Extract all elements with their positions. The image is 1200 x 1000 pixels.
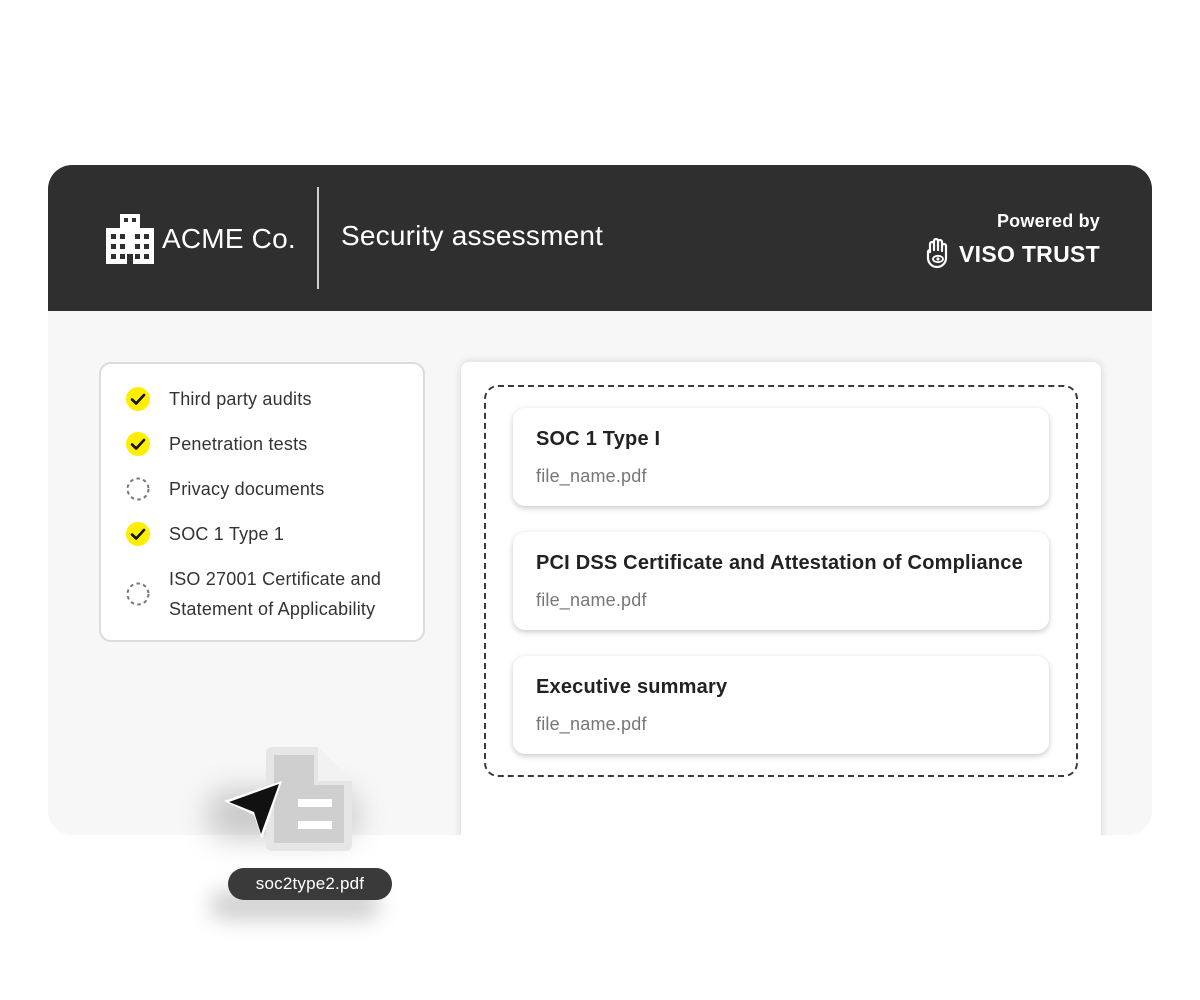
- file-dropzone[interactable]: [484, 385, 1078, 777]
- document-file-name: file_name.pdf: [536, 714, 647, 734]
- check-circle-icon: [125, 386, 151, 412]
- checklist-item[interactable]: [125, 519, 284, 549]
- checklist-label: Privacy documents: [169, 479, 325, 499]
- dragged-file-name: soc2type2.pdf: [228, 868, 392, 900]
- checklist-label: SOC 1 Type 1: [169, 524, 285, 544]
- document-card[interactable]: [513, 532, 1049, 630]
- document-card[interactable]: [513, 408, 1049, 506]
- document-file-name: file_name.pdf: [536, 590, 647, 610]
- company-name: ACME Co.: [162, 223, 296, 254]
- hand-eye-icon: [925, 238, 951, 270]
- document-file-name: file_name.pdf: [536, 466, 647, 486]
- pending-circle-icon: [125, 476, 151, 502]
- document-card[interactable]: [513, 656, 1049, 754]
- company-brand: [106, 213, 296, 265]
- document-title: Executive summary: [536, 676, 728, 698]
- checklist-label: [169, 564, 381, 624]
- viso-trust-name: VISO TRUST: [958, 240, 1100, 267]
- upload-panel: [461, 362, 1101, 835]
- viso-trust-logo: [925, 238, 1100, 270]
- page-title: Security assessment: [341, 220, 604, 251]
- powered-by-label: Powered by: [996, 211, 1100, 231]
- document-title: PCI DSS Certificate and Attestation of Compliance: [536, 552, 1023, 574]
- powered-by-badge: [925, 211, 1100, 270]
- check-circle-icon: [125, 521, 151, 547]
- checklist-label-line: Statement of Applicability: [169, 599, 376, 619]
- pending-circle-icon: [125, 581, 151, 607]
- document-title: SOC 1 Type I: [536, 428, 661, 450]
- checklist-label-line: ISO 27001 Certificate and: [169, 569, 382, 589]
- checklist-item[interactable]: [125, 429, 307, 459]
- building-icon: [106, 214, 154, 264]
- app-window: [48, 165, 1152, 835]
- check-circle-icon: [125, 431, 151, 457]
- checklist-item[interactable]: [125, 384, 312, 414]
- header-divider: [317, 187, 319, 289]
- checklist-item[interactable]: [125, 474, 324, 504]
- checklist-label: Penetration tests: [169, 434, 308, 454]
- document-checklist: [99, 362, 425, 642]
- pointer-arrow-icon: [224, 781, 284, 841]
- checklist-label: Third party audits: [169, 389, 312, 409]
- checklist-item[interactable]: [125, 564, 381, 624]
- header-bar: [48, 165, 1152, 311]
